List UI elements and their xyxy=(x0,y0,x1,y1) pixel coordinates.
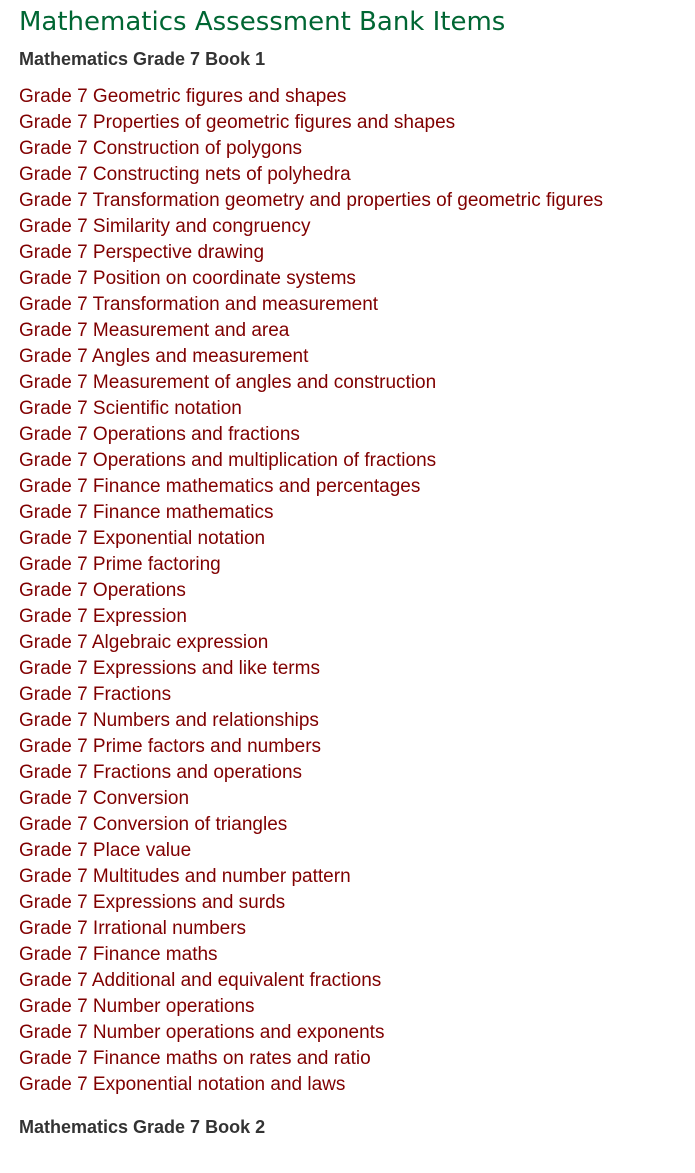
list-item xyxy=(19,396,695,422)
assessment-item-link[interactable]: Grade 7 Numbers and relationships xyxy=(19,710,319,731)
list-item xyxy=(19,708,695,734)
list-item xyxy=(19,292,695,318)
assessment-item-link[interactable]: Grade 7 Expressions and surds xyxy=(19,892,286,913)
assessment-item-link[interactable]: Grade 7 Algebraic expression xyxy=(19,632,269,653)
list-item xyxy=(19,474,695,500)
list-item xyxy=(19,1072,695,1098)
list-item xyxy=(19,84,695,110)
assessment-item-link[interactable]: Grade 7 Operations and multiplication of fractions xyxy=(19,450,437,471)
list-item xyxy=(19,526,695,552)
list-item xyxy=(19,890,695,916)
list-item xyxy=(19,500,695,526)
assessment-item-link[interactable]: Grade 7 Fractions xyxy=(19,684,172,705)
list-item xyxy=(19,370,695,396)
list-item xyxy=(19,136,695,162)
list-item xyxy=(19,240,695,266)
assessment-item-link[interactable]: Grade 7 Place value xyxy=(19,840,192,861)
assessment-item-link[interactable]: Grade 7 Position on coordinate systems xyxy=(19,268,356,289)
list-item xyxy=(19,266,695,292)
list-item xyxy=(19,864,695,890)
assessment-item-link[interactable]: Grade 7 Expression xyxy=(19,606,187,627)
list-item xyxy=(19,604,695,630)
assessment-item-link[interactable]: Grade 7 Prime factors and numbers xyxy=(19,736,322,757)
assessment-item-link[interactable]: Grade 7 Conversion xyxy=(19,788,190,809)
assessment-item-link[interactable]: Grade 7 Number operations and exponents xyxy=(19,1022,385,1043)
assessment-item-link[interactable]: Grade 7 Properties of geometric figures and shapes xyxy=(19,112,456,133)
list-item xyxy=(19,318,695,344)
assessment-item-link[interactable]: Grade 7 Transformation geometry and properties of geometric figures xyxy=(19,190,604,211)
assessment-item-link[interactable]: Grade 7 Transformation and measurement xyxy=(19,294,379,315)
assessment-item-link[interactable]: Grade 7 Scientific notation xyxy=(19,398,242,419)
assessment-item-link[interactable]: Grade 7 Exponential notation and laws xyxy=(19,1074,346,1095)
list-item xyxy=(19,188,695,214)
assessment-item-link[interactable]: Grade 7 Constructing nets of polyhedra xyxy=(19,164,351,185)
book-1-item-list xyxy=(19,84,695,1098)
list-item xyxy=(19,578,695,604)
list-item xyxy=(19,630,695,656)
list-item xyxy=(19,968,695,994)
assessment-item-link[interactable]: Grade 7 Additional and equivalent fractions xyxy=(19,970,382,991)
assessment-item-link[interactable]: Grade 7 Finance mathematics xyxy=(19,502,274,523)
page-title: Mathematics Assessment Bank Items xyxy=(19,7,506,37)
assessment-item-link[interactable]: Grade 7 Operations and fractions xyxy=(19,424,300,445)
assessment-item-link[interactable]: Grade 7 Geometric figures and shapes xyxy=(19,86,347,107)
assessment-item-link[interactable]: Grade 7 Conversion of triangles xyxy=(19,814,288,835)
assessment-item-link[interactable]: Grade 7 Number operations xyxy=(19,996,255,1017)
assessment-item-link[interactable]: Grade 7 Measurement and area xyxy=(19,320,290,341)
assessment-item-link[interactable]: Grade 7 Multitudes and number pattern xyxy=(19,866,351,887)
assessment-item-link[interactable]: Grade 7 Construction of polygons xyxy=(19,138,303,159)
assessment-item-link[interactable]: Grade 7 Irrational numbers xyxy=(19,918,247,939)
assessment-item-link[interactable]: Grade 7 Expressions and like terms xyxy=(19,658,320,679)
assessment-item-link[interactable]: Grade 7 Finance maths on rates and ratio xyxy=(19,1048,371,1069)
book-2-heading: Mathematics Grade 7 Book 2 xyxy=(19,1117,266,1137)
assessment-item-link[interactable]: Grade 7 Operations xyxy=(19,580,186,601)
list-item xyxy=(19,1020,695,1046)
list-item xyxy=(19,734,695,760)
assessment-item-link[interactable]: Grade 7 Measurement of angles and construction xyxy=(19,372,437,393)
list-item xyxy=(19,942,695,968)
assessment-item-link[interactable]: Grade 7 Exponential notation xyxy=(19,528,266,549)
list-item xyxy=(19,214,695,240)
assessment-item-link[interactable]: Grade 7 Perspective drawing xyxy=(19,242,265,263)
list-item xyxy=(19,448,695,474)
list-item xyxy=(19,838,695,864)
list-item xyxy=(19,422,695,448)
list-item xyxy=(19,786,695,812)
assessment-item-link[interactable]: Grade 7 Fractions and operations xyxy=(19,762,303,783)
assessment-item-link[interactable]: Grade 7 Angles and measurement xyxy=(19,346,309,367)
list-item xyxy=(19,552,695,578)
assessment-item-link[interactable]: Grade 7 Similarity and congruency xyxy=(19,216,311,237)
list-item xyxy=(19,1046,695,1072)
assessment-item-link[interactable]: Grade 7 Prime factoring xyxy=(19,554,221,575)
list-item xyxy=(19,916,695,942)
list-item xyxy=(19,110,695,136)
list-item xyxy=(19,994,695,1020)
book-1-heading: Mathematics Grade 7 Book 1 xyxy=(19,49,266,69)
list-item xyxy=(19,344,695,370)
list-item xyxy=(19,162,695,188)
assessment-item-link[interactable]: Grade 7 Finance mathematics and percentages xyxy=(19,476,421,497)
assessment-item-link[interactable]: Grade 7 Finance maths xyxy=(19,944,218,965)
list-item xyxy=(19,682,695,708)
list-item xyxy=(19,812,695,838)
list-item xyxy=(19,760,695,786)
list-item xyxy=(19,656,695,682)
